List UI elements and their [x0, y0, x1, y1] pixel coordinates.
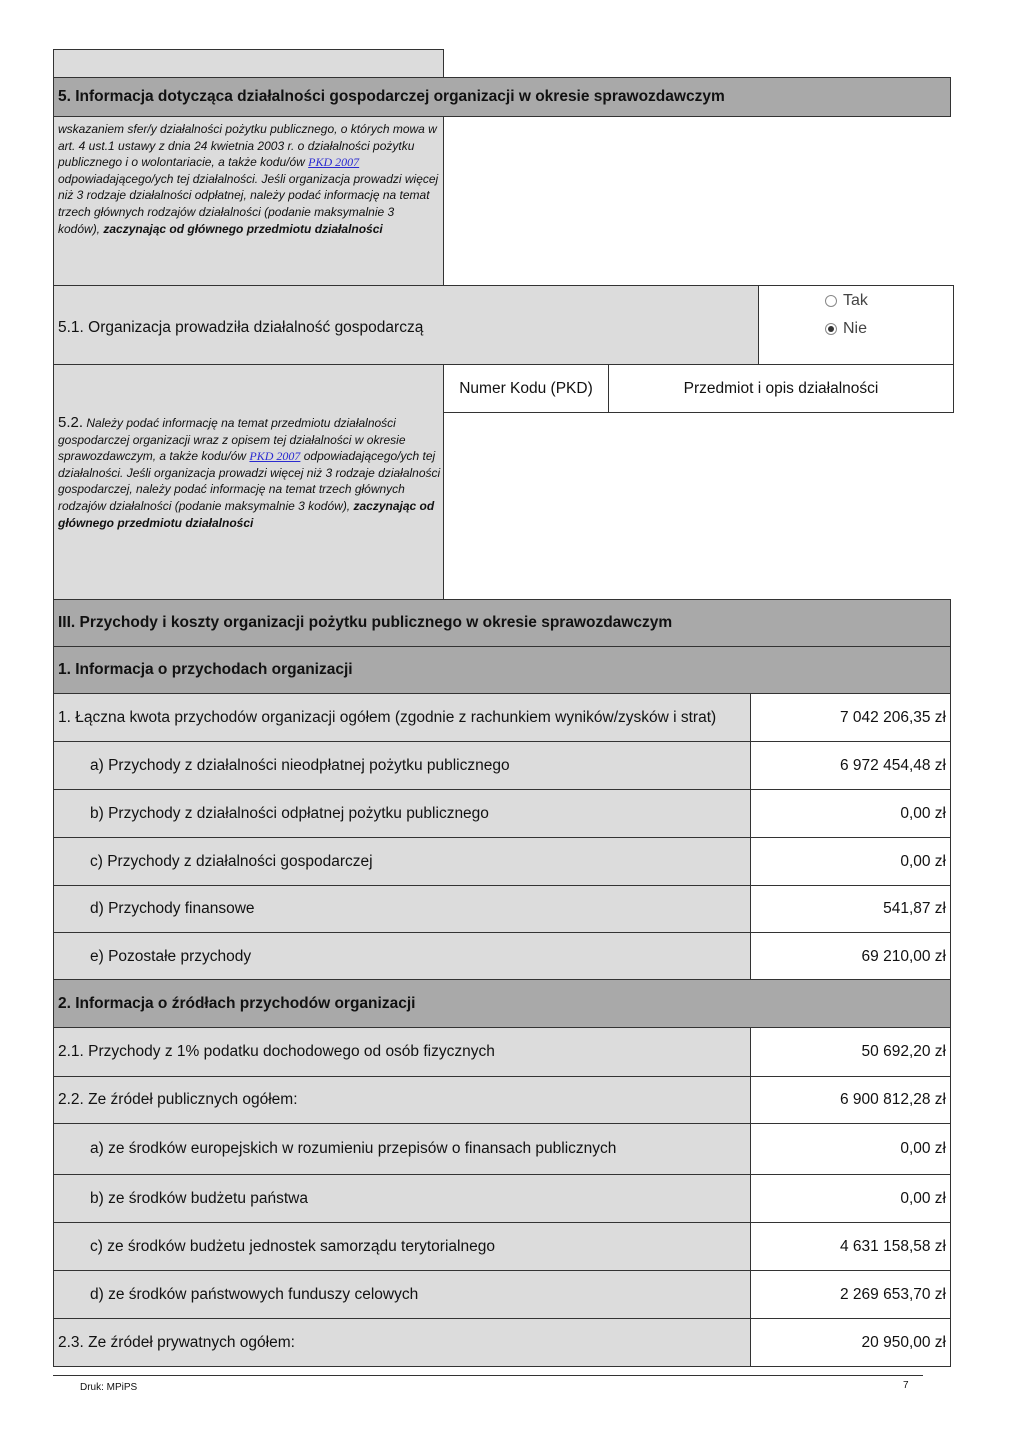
row-label-cell [53, 1222, 751, 1271]
row-label: b) Przychody z działalności odpłatnej pożytku publicznego [90, 804, 489, 822]
row-value: 7 042 206,35 zł [839, 708, 946, 726]
q52-number: 5.2. [58, 414, 84, 431]
row-label: 2.3. Ze źródeł prywatnych ogółem: [58, 1333, 295, 1351]
section-5-note-text-2: odpowiadającego/ych tej działalności. Jeśli organizacja prowadzi więcej niż 3 rodzaje działalności odpłatnej, należy podać informację na temat trzech głównych rodzajów działalności (podanie maksymalnie 3 kodów), [58, 171, 439, 236]
row-label-cell [53, 741, 751, 790]
q51-label-cell [53, 285, 759, 365]
row-label: a) Przychody z działalności nieodpłatnej pożytku publicznego [90, 756, 510, 774]
row-label-cell [53, 932, 751, 981]
row-value-cell [750, 789, 951, 838]
sub1-title: 1. Informacja o przychodach organizacji [58, 661, 353, 678]
section-5-title: 5. Informacja dotycząca działalności gospodarczej organizacji w okresie sprawozdawczym [58, 88, 725, 105]
option-tak[interactable] [825, 292, 868, 310]
q52-cell [53, 364, 444, 600]
row-label: b) ze środków budżetu państwa [90, 1189, 308, 1207]
row-value: 50 692,20 zł [861, 1043, 946, 1060]
q52-bold: zaczynając od głównego przedmiotu działalności [58, 498, 435, 530]
q52-text [58, 415, 441, 531]
row-label-cell [53, 837, 751, 886]
footer-rule [53, 1375, 923, 1376]
row-value: 4 631 158,58 zł [839, 1237, 946, 1255]
sub2-header [53, 979, 951, 1028]
col-desc-label: Przedmiot i opis działalności [683, 379, 879, 397]
section-III-title: III. Przychody i koszty organizacji pożytku publicznego w okresie sprawozdawczym [58, 614, 673, 631]
row-value-cell [750, 1270, 951, 1319]
option-nie-label: Nie [843, 320, 868, 337]
row-value-cell [750, 1222, 951, 1271]
row-label-cell [53, 789, 751, 838]
row-value: 0,00 zł [900, 1140, 946, 1157]
footer-page-number: 7 [903, 1380, 909, 1391]
row-value: 0,00 zł [900, 1189, 946, 1207]
row-value: 2 269 653,70 zł [839, 1285, 946, 1303]
row-value: 6 972 454,48 zł [839, 756, 946, 774]
section-5-header [53, 77, 951, 117]
row-value-cell [750, 885, 951, 933]
row-label-cell [53, 1123, 751, 1175]
row-value-cell [750, 693, 951, 742]
footer-print: Druk: MPiPS [80, 1382, 138, 1393]
sub2-title: 2. Informacja o źródłach przychodów organizacji [58, 994, 416, 1012]
row-label: e) Pozostałe przychody [90, 947, 252, 965]
row-label-cell [53, 1027, 751, 1077]
col-code-header [443, 364, 609, 413]
row-label: c) ze środków budżetu jednostek samorządu terytorialnego [90, 1237, 495, 1255]
row-label-cell [53, 693, 751, 742]
row-value: 69 210,00 zł [861, 947, 946, 965]
row-label-cell [53, 1076, 751, 1124]
pkd-link[interactable]: PKD 2007 [308, 155, 360, 170]
row-value-cell [750, 1123, 951, 1175]
row-value-cell [750, 932, 951, 981]
row-label-cell [53, 885, 751, 933]
section-5-note [58, 121, 439, 237]
option-tak-label: Tak [843, 292, 868, 309]
row-label-cell [53, 1270, 751, 1319]
row-label: 2.2. Ze źródeł publicznych ogółem: [58, 1091, 298, 1108]
q52-text-2: odpowiadającego/ych tej działalności. Jeśli organizacja prowadzi więcej niż 3 rodzaje działalności gospodarczej, należy podać informację na temat trzech głównych rodzajów działalności (podanie maksymalnie 3 kodów), [58, 449, 441, 513]
row-label: 2.1. Przychody z 1% podatku dochodowego od osób fizycznych [58, 1043, 495, 1060]
row-value-cell [750, 1076, 951, 1124]
q51-options-cell [758, 285, 954, 365]
row-value: 0,00 zł [900, 852, 946, 870]
row-label: c) Przychody z działalności gospodarczej [90, 852, 373, 870]
radio-tak[interactable] [825, 295, 837, 307]
row-value-cell [750, 1174, 951, 1223]
q51-label: 5.1. Organizacja prowadziła działalność gospodarczą [58, 319, 424, 336]
row-label: d) Przychody finansowe [90, 900, 255, 917]
section-5-note-bold: zaczynając od głównego przedmiotu działalności [103, 221, 383, 236]
row-label-cell [53, 1318, 751, 1367]
option-nie[interactable] [825, 320, 867, 338]
row-value-cell [750, 741, 951, 790]
row-value: 0,00 zł [900, 804, 946, 822]
row-value: 541,87 zł [883, 900, 946, 917]
row-value-cell [750, 1318, 951, 1367]
row-value-cell [750, 1027, 951, 1077]
row-label: a) ze środków europejskich w rozumieniu przepisów o finansach publicznych [90, 1140, 617, 1157]
top-stub-cell [53, 49, 444, 79]
row-label: d) ze środków państwowych funduszy celowych [90, 1285, 419, 1303]
row-value-cell [750, 837, 951, 886]
col-desc-header [608, 364, 954, 413]
row-value: 20 950,00 zł [861, 1333, 946, 1351]
section-III-header [53, 599, 951, 647]
col-code-label: Numer Kodu (PKD) [459, 379, 593, 397]
row-value: 6 900 812,28 zł [839, 1091, 946, 1108]
row-label: 1. Łączna kwota przychodów organizacji ogółem (zgodnie z rachunkiem wyników/zysków i strat) [58, 708, 717, 726]
section-5-note-cell [53, 116, 444, 286]
row-label-cell [53, 1174, 751, 1223]
section-5-note-text: wskazaniem sfer/y działalności pożytku publicznego, o których mowa w art. 4 ust.1 ustawy z dnia 24 kwietnia 2003 r. o działalności pożytku publicznego i o wolontariacie, a także kodu/ów [58, 122, 437, 170]
radio-nie[interactable] [825, 323, 837, 335]
q52-text-1: Należy podać informację na temat przedmiotu działalności gospodarczej organizacji wraz z opisem tej działalności w okresie sprawozdawczym, a także kodu/ów [58, 416, 406, 464]
sub1-header [53, 646, 951, 694]
pkd-link-2[interactable]: PKD 2007 [249, 449, 301, 464]
